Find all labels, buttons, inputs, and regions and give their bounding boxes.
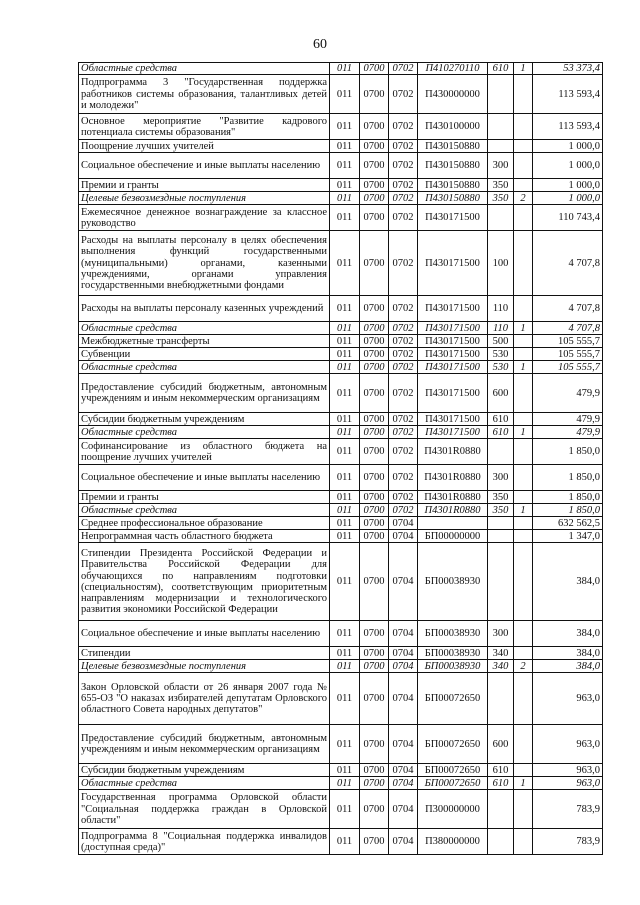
admin-code: 011 (330, 426, 360, 439)
subsection-code: 0704 (389, 829, 418, 855)
table-row (79, 192, 603, 205)
subsection-code: 0702 (389, 426, 418, 439)
subsection-code: 0702 (389, 439, 418, 465)
admin-code: 011 (330, 829, 360, 855)
row-name: Целевые безвозмездные поступления (79, 192, 330, 205)
subsection-code: 0702 (389, 63, 418, 75)
target-article-code: П4301R0880 (418, 439, 488, 465)
subsection-code: 0704 (389, 673, 418, 725)
funding-source-code (514, 231, 533, 296)
subsection-code: 0702 (389, 348, 418, 361)
section-code: 0700 (360, 790, 389, 829)
amount: 1 000,0 (533, 192, 603, 205)
subsection-code: 0702 (389, 296, 418, 322)
target-article-code: П380000000 (418, 829, 488, 855)
subsection-code: 0704 (389, 725, 418, 764)
row-name: Областные средства (79, 322, 330, 335)
expense-type-code: 100 (488, 231, 514, 296)
amount: 963,0 (533, 725, 603, 764)
row-name: Расходы на выплаты персоналу казенных учреждений (79, 296, 330, 322)
expense-type-code: 600 (488, 374, 514, 413)
admin-code: 011 (330, 205, 360, 231)
funding-source-code (514, 465, 533, 491)
section-code: 0700 (360, 543, 389, 621)
section-code: 0700 (360, 504, 389, 517)
table-row (79, 140, 603, 153)
funding-source-code (514, 543, 533, 621)
admin-code: 011 (330, 725, 360, 764)
admin-code: 011 (330, 140, 360, 153)
admin-code: 011 (330, 439, 360, 465)
funding-source-code (514, 530, 533, 543)
funding-source-code: 2 (514, 660, 533, 673)
table-row (79, 725, 603, 764)
subsection-code: 0702 (389, 413, 418, 426)
admin-code: 011 (330, 777, 360, 790)
amount: 53 373,4 (533, 63, 603, 75)
target-article-code: П430171500 (418, 374, 488, 413)
section-code: 0700 (360, 777, 389, 790)
admin-code: 011 (330, 179, 360, 192)
amount: 963,0 (533, 777, 603, 790)
target-article-code: П430150880 (418, 179, 488, 192)
funding-source-code (514, 296, 533, 322)
section-code: 0700 (360, 374, 389, 413)
section-code: 0700 (360, 153, 389, 179)
admin-code: 011 (330, 790, 360, 829)
admin-code: 011 (330, 75, 360, 114)
admin-code: 011 (330, 673, 360, 725)
funding-source-code (514, 75, 533, 114)
amount: 1 000,0 (533, 179, 603, 192)
amount: 105 555,7 (533, 348, 603, 361)
target-article-code: БП00072650 (418, 764, 488, 777)
target-article-code: П430171500 (418, 205, 488, 231)
funding-source-code: 1 (514, 504, 533, 517)
funding-source-code (514, 764, 533, 777)
amount: 105 555,7 (533, 361, 603, 374)
table-row (79, 374, 603, 413)
section-code: 0700 (360, 725, 389, 764)
admin-code: 011 (330, 517, 360, 530)
amount: 479,9 (533, 426, 603, 439)
subsection-code: 0704 (389, 517, 418, 530)
subsection-code: 0704 (389, 530, 418, 543)
row-name: Основное мероприятие "Развитие кадрового потенциала системы образования" (79, 114, 330, 140)
target-article-code: БП00038930 (418, 647, 488, 660)
table-row (79, 660, 603, 673)
table-row (79, 790, 603, 829)
subsection-code: 0702 (389, 335, 418, 348)
expense-type-code: 340 (488, 647, 514, 660)
subsection-code: 0702 (389, 504, 418, 517)
subsection-code: 0704 (389, 790, 418, 829)
admin-code: 011 (330, 296, 360, 322)
amount: 1 850,0 (533, 439, 603, 465)
target-article-code: П430171500 (418, 426, 488, 439)
row-name: Ежемесячное денежное вознаграждение за классное руководство (79, 205, 330, 231)
admin-code: 011 (330, 504, 360, 517)
amount: 110 743,4 (533, 205, 603, 231)
amount: 105 555,7 (533, 335, 603, 348)
table-row (79, 543, 603, 621)
section-code: 0700 (360, 660, 389, 673)
row-name: Областные средства (79, 777, 330, 790)
section-code: 0700 (360, 426, 389, 439)
admin-code: 011 (330, 621, 360, 647)
funding-source-code (514, 413, 533, 426)
expense-type-code: 350 (488, 179, 514, 192)
row-name: Подпрограмма 8 "Социальная поддержка инвалидов (доступная среда)" (79, 829, 330, 855)
section-code: 0700 (360, 114, 389, 140)
row-name: Социальное обеспечение и иные выплаты населению (79, 465, 330, 491)
table-row (79, 413, 603, 426)
table-row (79, 426, 603, 439)
amount: 632 562,5 (533, 517, 603, 530)
expense-type-code (488, 673, 514, 725)
amount: 1 850,0 (533, 504, 603, 517)
section-code: 0700 (360, 413, 389, 426)
amount: 783,9 (533, 829, 603, 855)
funding-source-code (514, 439, 533, 465)
target-article-code: П430171500 (418, 348, 488, 361)
table-row (79, 153, 603, 179)
subsection-code: 0704 (389, 764, 418, 777)
table-row (79, 439, 603, 465)
target-article-code: П430150880 (418, 140, 488, 153)
admin-code: 011 (330, 764, 360, 777)
row-name: Областные средства (79, 63, 330, 75)
expense-type-code: 530 (488, 361, 514, 374)
row-name: Софинансирование из областного бюджета на поощрение лучших учителей (79, 439, 330, 465)
table-row (79, 673, 603, 725)
row-name: Среднее профессиональное образование (79, 517, 330, 530)
funding-source-code (514, 790, 533, 829)
subsection-code: 0702 (389, 140, 418, 153)
section-code: 0700 (360, 322, 389, 335)
admin-code: 011 (330, 543, 360, 621)
expense-type-code: 500 (488, 335, 514, 348)
funding-source-code (514, 114, 533, 140)
admin-code: 011 (330, 348, 360, 361)
expense-type-code: 610 (488, 764, 514, 777)
row-name: Расходы на выплаты персоналу в целях обеспечения выполнения функций государственными (муниципальными) органами, казенными учреждениями, органами управления государственными внебюджетными фондами (79, 231, 330, 296)
subsection-code: 0704 (389, 621, 418, 647)
admin-code: 011 (330, 530, 360, 543)
subsection-code: 0702 (389, 491, 418, 504)
amount: 963,0 (533, 673, 603, 725)
expense-type-code: 300 (488, 153, 514, 179)
expense-type-code: 610 (488, 413, 514, 426)
funding-source-code (514, 205, 533, 231)
target-article-code: П430171500 (418, 296, 488, 322)
admin-code: 011 (330, 413, 360, 426)
budget-table (78, 62, 603, 855)
section-code: 0700 (360, 140, 389, 153)
target-article-code: П430171500 (418, 335, 488, 348)
admin-code: 011 (330, 231, 360, 296)
amount: 384,0 (533, 621, 603, 647)
expense-type-code: 110 (488, 322, 514, 335)
section-code: 0700 (360, 63, 389, 75)
funding-source-code (514, 374, 533, 413)
section-code: 0700 (360, 764, 389, 777)
expense-type-code: 530 (488, 348, 514, 361)
section-code: 0700 (360, 231, 389, 296)
row-name: Субвенции (79, 348, 330, 361)
row-name: Стипендии Президента Российской Федерации и Правительства Российской Федерации для обучающихся по направлениям подготовки (специальностям), соответствующим приоритетным направлениям модернизации и технологического развития экономики Российской Федерации (79, 543, 330, 621)
expense-type-code: 610 (488, 777, 514, 790)
table-row (79, 231, 603, 296)
expense-type-code: 110 (488, 296, 514, 322)
row-name: Премии и гранты (79, 179, 330, 192)
subsection-code: 0702 (389, 192, 418, 205)
amount: 1 000,0 (533, 153, 603, 179)
funding-source-code (514, 153, 533, 179)
funding-source-code (514, 673, 533, 725)
target-article-code: П4301R0880 (418, 465, 488, 491)
subsection-code: 0702 (389, 322, 418, 335)
admin-code: 011 (330, 374, 360, 413)
expense-type-code: 350 (488, 491, 514, 504)
expense-type-code: 350 (488, 504, 514, 517)
amount: 384,0 (533, 647, 603, 660)
amount: 963,0 (533, 764, 603, 777)
table-row (79, 75, 603, 114)
expense-type-code (488, 140, 514, 153)
table-row (79, 777, 603, 790)
admin-code: 011 (330, 63, 360, 75)
section-code: 0700 (360, 179, 389, 192)
funding-source-code: 1 (514, 322, 533, 335)
target-article-code: БП00072650 (418, 725, 488, 764)
expense-type-code (488, 829, 514, 855)
amount: 384,0 (533, 660, 603, 673)
funding-source-code (514, 491, 533, 504)
subsection-code: 0702 (389, 231, 418, 296)
target-article-code: П430150880 (418, 192, 488, 205)
table-row (79, 517, 603, 530)
row-name: Закон Орловской области от 26 января 2007 года № 655-ОЗ "О наказах избирателей депутатам Орловского областного Совета народных депутатов" (79, 673, 330, 725)
table-row (79, 465, 603, 491)
subsection-code: 0702 (389, 153, 418, 179)
subsection-code: 0702 (389, 75, 418, 114)
table-row (79, 322, 603, 335)
expense-type-code: 340 (488, 660, 514, 673)
table-row (79, 114, 603, 140)
admin-code: 011 (330, 153, 360, 179)
table-row (79, 205, 603, 231)
section-code: 0700 (360, 335, 389, 348)
section-code: 0700 (360, 361, 389, 374)
funding-source-code (514, 348, 533, 361)
section-code: 0700 (360, 829, 389, 855)
table-row (79, 621, 603, 647)
amount: 4 707,8 (533, 296, 603, 322)
expense-type-code (488, 114, 514, 140)
row-name: Целевые безвозмездные поступления (79, 660, 330, 673)
subsection-code: 0704 (389, 647, 418, 660)
funding-source-code (514, 647, 533, 660)
amount: 384,0 (533, 543, 603, 621)
funding-source-code (514, 335, 533, 348)
section-code: 0700 (360, 348, 389, 361)
target-article-code: П430171500 (418, 413, 488, 426)
amount: 1 850,0 (533, 491, 603, 504)
expense-type-code (488, 517, 514, 530)
section-code: 0700 (360, 75, 389, 114)
row-name: Поощрение лучших учителей (79, 140, 330, 153)
expense-type-code: 610 (488, 426, 514, 439)
expense-type-code (488, 205, 514, 231)
target-article-code: П430171500 (418, 322, 488, 335)
section-code: 0700 (360, 465, 389, 491)
funding-source-code (514, 517, 533, 530)
section-code: 0700 (360, 530, 389, 543)
amount: 1 347,0 (533, 530, 603, 543)
subsection-code: 0704 (389, 543, 418, 621)
admin-code: 011 (330, 361, 360, 374)
amount: 4 707,8 (533, 231, 603, 296)
funding-source-code: 1 (514, 777, 533, 790)
target-article-code: БП00000000 (418, 530, 488, 543)
target-article-code: П430100000 (418, 114, 488, 140)
row-name: Непрограммная часть областного бюджета (79, 530, 330, 543)
table-row (79, 829, 603, 855)
funding-source-code: 1 (514, 63, 533, 75)
section-code: 0700 (360, 621, 389, 647)
target-article-code: П430171500 (418, 231, 488, 296)
table-row (79, 530, 603, 543)
expense-type-code (488, 543, 514, 621)
table-row (79, 348, 603, 361)
amount: 4 707,8 (533, 322, 603, 335)
subsection-code: 0702 (389, 205, 418, 231)
row-name: Премии и гранты (79, 491, 330, 504)
subsection-code: 0702 (389, 361, 418, 374)
admin-code: 011 (330, 114, 360, 140)
section-code: 0700 (360, 647, 389, 660)
target-article-code: БП00038930 (418, 621, 488, 647)
row-name: Субсидии бюджетным учреждениям (79, 764, 330, 777)
subsection-code: 0702 (389, 114, 418, 140)
row-name: Субсидии бюджетным учреждениям (79, 413, 330, 426)
target-article-code: П430000000 (418, 75, 488, 114)
target-article-code: П410270110 (418, 63, 488, 75)
subsection-code: 0702 (389, 374, 418, 413)
admin-code: 011 (330, 192, 360, 205)
target-article-code: БП00072650 (418, 673, 488, 725)
amount: 1 850,0 (533, 465, 603, 491)
table-row (79, 296, 603, 322)
amount: 113 593,4 (533, 75, 603, 114)
section-code: 0700 (360, 491, 389, 504)
table-row (79, 335, 603, 348)
table-row (79, 491, 603, 504)
funding-source-code: 1 (514, 426, 533, 439)
admin-code: 011 (330, 647, 360, 660)
row-name: Предоставление субсидий бюджетным, автономным учреждениям и иным некоммерческим организациям (79, 725, 330, 764)
amount: 783,9 (533, 790, 603, 829)
row-name: Межбюджетные трансферты (79, 335, 330, 348)
target-article-code: БП00038930 (418, 660, 488, 673)
admin-code: 011 (330, 660, 360, 673)
amount: 479,9 (533, 374, 603, 413)
expense-type-code: 600 (488, 725, 514, 764)
expense-type-code (488, 439, 514, 465)
row-name: Социальное обеспечение и иные выплаты населению (79, 153, 330, 179)
section-code: 0700 (360, 192, 389, 205)
funding-source-code: 2 (514, 192, 533, 205)
admin-code: 011 (330, 491, 360, 504)
table-row (79, 764, 603, 777)
target-article-code (418, 517, 488, 530)
subsection-code: 0704 (389, 777, 418, 790)
expense-type-code: 610 (488, 63, 514, 75)
target-article-code: БП00038930 (418, 543, 488, 621)
row-name: Предоставление субсидий бюджетным, автономным учреждениям и иным некоммерческим организациям (79, 374, 330, 413)
admin-code: 011 (330, 335, 360, 348)
row-name: Областные средства (79, 426, 330, 439)
target-article-code: П300000000 (418, 790, 488, 829)
funding-source-code: 1 (514, 361, 533, 374)
table-row (79, 63, 603, 75)
subsection-code: 0702 (389, 465, 418, 491)
expense-type-code: 300 (488, 621, 514, 647)
expense-type-code: 350 (488, 192, 514, 205)
admin-code: 011 (330, 322, 360, 335)
section-code: 0700 (360, 673, 389, 725)
funding-source-code (514, 140, 533, 153)
page-number: 60 (313, 37, 327, 52)
table-row (79, 179, 603, 192)
table-row (79, 504, 603, 517)
target-article-code: П4301R0880 (418, 491, 488, 504)
row-name: Государственная программа Орловской области "Социальная поддержка граждан в Орловской области" (79, 790, 330, 829)
row-name: Подпрограмма 3 "Государственная поддержка работников системы образования, талантливых детей и молодежи" (79, 75, 330, 114)
expense-type-code (488, 790, 514, 829)
funding-source-code (514, 725, 533, 764)
subsection-code: 0704 (389, 660, 418, 673)
amount: 113 593,4 (533, 114, 603, 140)
admin-code: 011 (330, 465, 360, 491)
funding-source-code (514, 179, 533, 192)
section-code: 0700 (360, 296, 389, 322)
amount: 1 000,0 (533, 140, 603, 153)
expense-type-code (488, 75, 514, 114)
amount: 479,9 (533, 413, 603, 426)
target-article-code: П4301R0880 (418, 504, 488, 517)
target-article-code: П430171500 (418, 361, 488, 374)
row-name: Областные средства (79, 504, 330, 517)
target-article-code: П430150880 (418, 153, 488, 179)
row-name: Стипендии (79, 647, 330, 660)
section-code: 0700 (360, 517, 389, 530)
funding-source-code (514, 829, 533, 855)
section-code: 0700 (360, 439, 389, 465)
row-name: Социальное обеспечение и иные выплаты населению (79, 621, 330, 647)
expense-type-code (488, 530, 514, 543)
table-row (79, 647, 603, 660)
funding-source-code (514, 621, 533, 647)
subsection-code: 0702 (389, 179, 418, 192)
section-code: 0700 (360, 205, 389, 231)
table-row (79, 361, 603, 374)
target-article-code: БП00072650 (418, 777, 488, 790)
expense-type-code: 300 (488, 465, 514, 491)
row-name: Областные средства (79, 361, 330, 374)
